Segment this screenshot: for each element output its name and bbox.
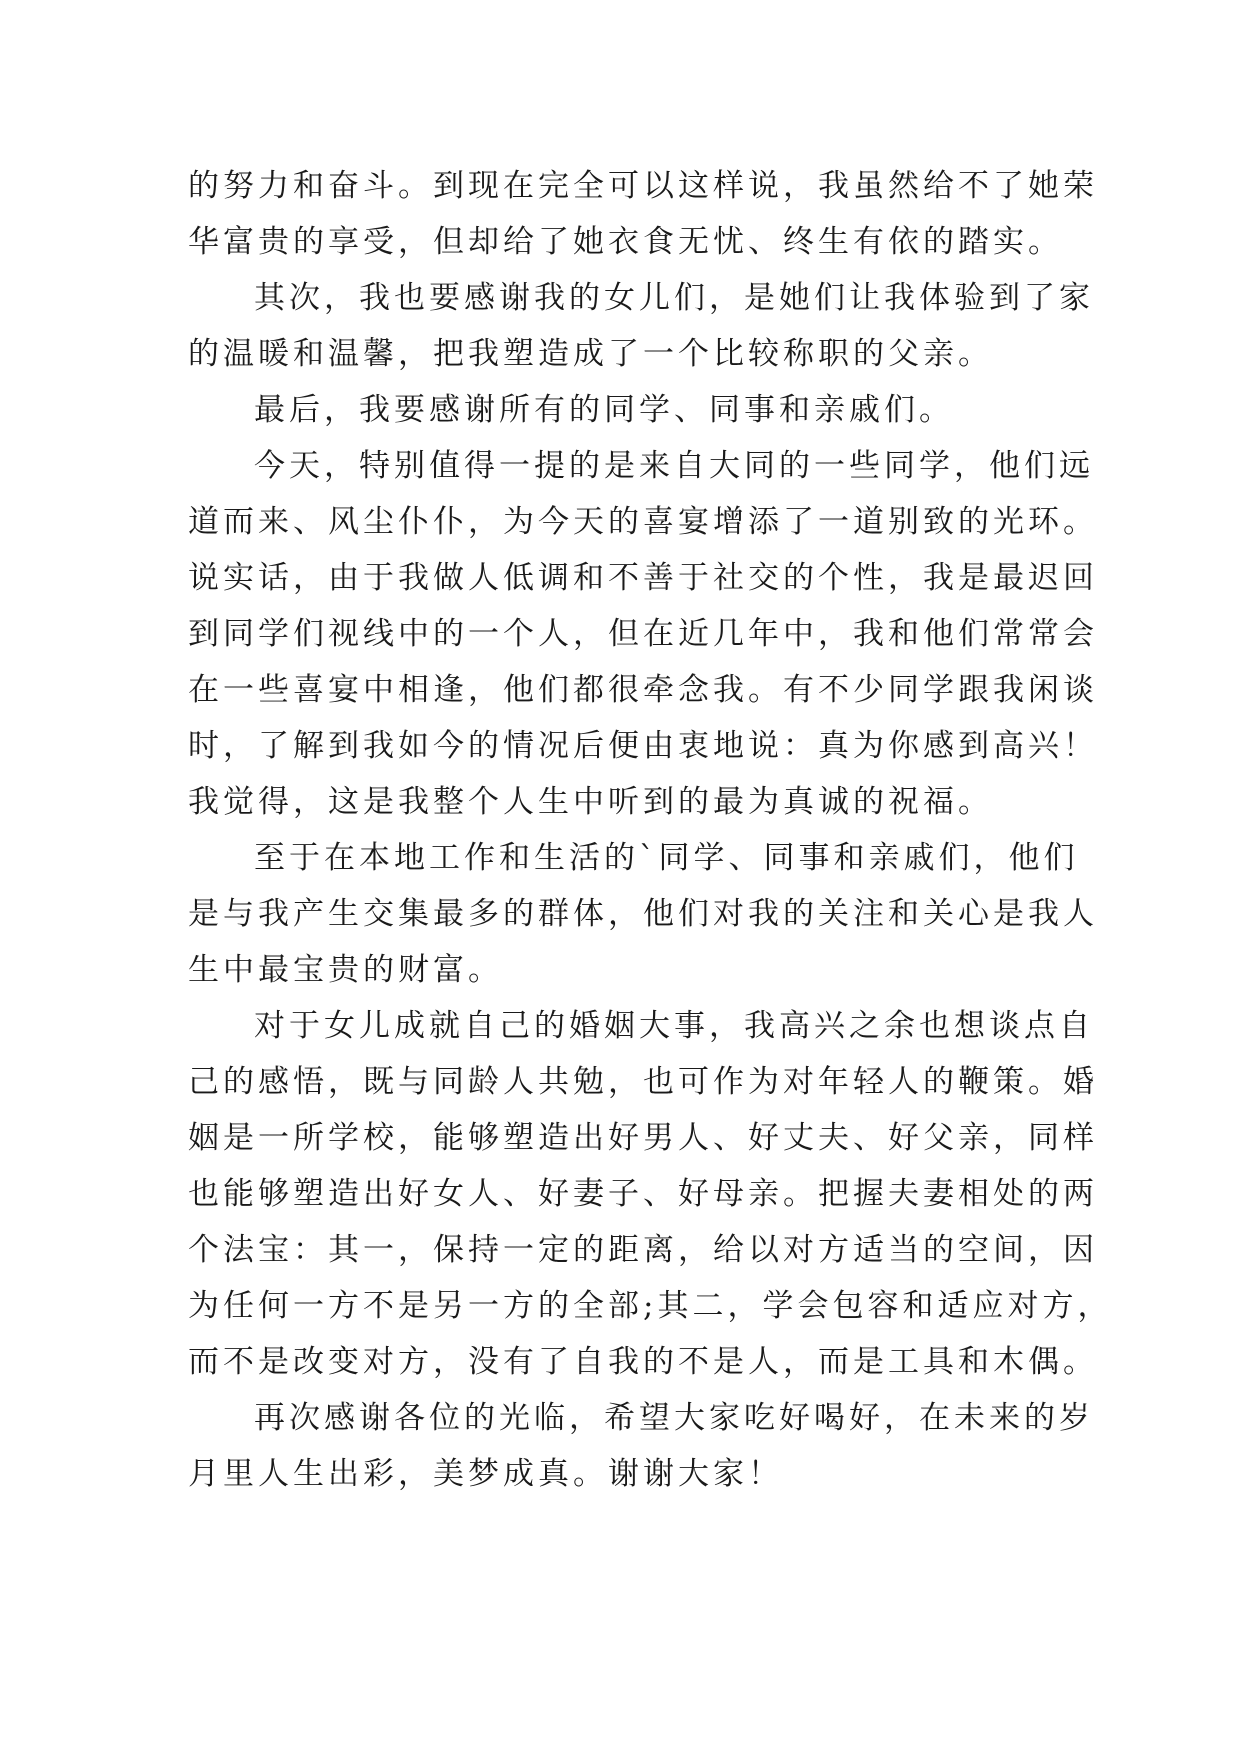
- text-line: 说实话，由于我做人低调和不善于社交的个性，我是最迟回: [188, 560, 1098, 596]
- text-line: 为任何一方不是另一方的全部;其二，学会包容和适应对方，: [188, 1288, 1113, 1324]
- text-line: 时，了解到我如今的情况后便由衷地说：真为你感到高兴！: [188, 728, 1098, 764]
- text-line: 月里人生出彩，美梦成真。谢谢大家！: [188, 1456, 783, 1492]
- body-text: [188, 158, 1113, 1502]
- text-line: 也能够塑造出好女人、好妻子、好母亲。把握夫妻相处的两: [188, 1176, 1098, 1212]
- text-line: 姻是一所学校，能够塑造出好男人、好丈夫、好父亲，同样: [188, 1120, 1098, 1156]
- text-line: 道而来、风尘仆仆，为今天的喜宴增添了一道别致的光环。: [188, 504, 1098, 540]
- text-line: 是与我产生交集最多的群体，他们对我的关注和关心是我人: [188, 896, 1098, 932]
- text-line: 到同学们视线中的一个人，但在近几年中，我和他们常常会: [188, 616, 1098, 652]
- text-line: 其次，我也要感谢我的女儿们，是她们让我体验到了家: [254, 280, 1094, 316]
- text-line: 我觉得，这是我整个人生中听到的最为真诚的祝福。: [188, 784, 993, 820]
- text-line: 华富贵的享受，但却给了她衣食无忧、终生有依的踏实。: [188, 224, 1063, 260]
- text-line: 的温暖和温馨，把我塑造成了一个比较称职的父亲。: [188, 336, 993, 372]
- text-line: 最后，我要感谢所有的同学、同事和亲戚们。: [254, 392, 954, 428]
- text-line: 在一些喜宴中相逢，他们都很牵念我。有不少同学跟我闲谈: [188, 672, 1098, 708]
- text-line: 至于在本地工作和生活的`同学、同事和亲戚们，他们: [254, 840, 1079, 876]
- text-line: 对于女儿成就自己的婚姻大事，我高兴之余也想谈点自: [254, 1008, 1094, 1044]
- text-line: 再次感谢各位的光临，希望大家吃好喝好，在未来的岁: [254, 1400, 1094, 1436]
- text-line: 生中最宝贵的财富。: [188, 952, 503, 988]
- text-line: 而不是改变对方，没有了自我的不是人，而是工具和木偶。: [188, 1344, 1098, 1380]
- text-line: 己的感悟，既与同龄人共勉，也可作为对年轻人的鞭策。婚: [188, 1064, 1098, 1100]
- text-line: 的努力和奋斗。到现在完全可以这样说，我虽然给不了她荣: [188, 168, 1098, 204]
- text-line: 今天，特别值得一提的是来自大同的一些同学，他们远: [254, 448, 1094, 484]
- text-line: 个法宝：其一，保持一定的距离，给以对方适当的空间，因: [188, 1232, 1098, 1268]
